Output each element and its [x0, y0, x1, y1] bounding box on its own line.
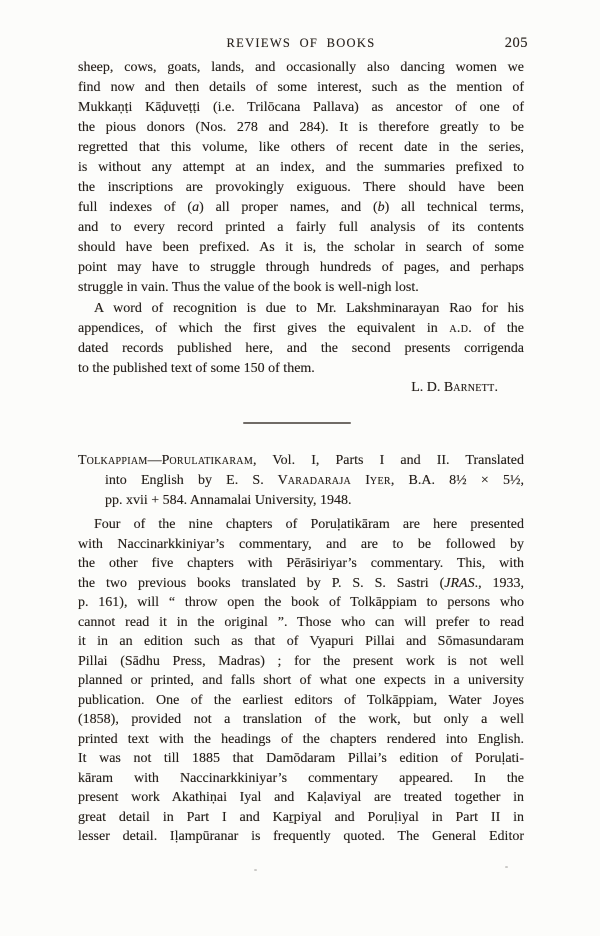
- text-line: Four of the nine chapters of Poruḷatikāram are here presented: [94, 517, 524, 532]
- text-line: it in an edition such as that of Vyapuri Pillai and Sōmasundaram: [78, 634, 524, 649]
- scan-speck: [254, 869, 257, 871]
- text-line: find now and then details of some interest, such as the mention of: [78, 80, 524, 95]
- section-divider-rule: [243, 422, 351, 424]
- text-line: (1858), provided not a translation of the work, but only a well: [78, 712, 524, 727]
- text-line: A word of recognition is due to Mr. Lakshminarayan Rao for his: [94, 301, 524, 316]
- text-line: printed text with the headings of the chapters rendered into English.: [78, 731, 524, 747]
- text-line: full indexes of (a) all proper names, and (b) all technical terms,: [78, 200, 524, 215]
- text-line: Mukkaṇṭi Kāḍuveṭṭi (i.e. Trilōcana Pallava) as ancestor of one of: [78, 100, 524, 115]
- reviewer-signature: L. D. Barnett.: [411, 380, 498, 395]
- text-line: and to every record printed a fairly full analysis of its contents: [78, 220, 524, 235]
- text-line: lesser detail. Iḷampūranar is frequently quoted. The General Editor: [78, 829, 524, 844]
- text-line: the pious donors (Nos. 278 and 284). It is therefore greatly to be: [78, 120, 524, 135]
- text-line: great detail in Part I and Kaṟpiyal and Poruḷiyal in Part II in: [78, 809, 524, 825]
- running-head-title: REVIEWS OF BOOKS: [226, 36, 376, 50]
- page-number: 205: [504, 35, 528, 51]
- text-line: into English by E. S. Varadaraja Iyer, B.A. 8½ × 5½,: [105, 473, 524, 488]
- text-line: point may have to struggle through hundreds of pages, and perhaps: [78, 260, 524, 275]
- text-line: p. 161), will “ throw open the book of Tolkāppiam to persons who: [78, 595, 524, 610]
- text-line: is without any attempt at an index, and the summaries prefixed to: [78, 160, 524, 175]
- text-line: the two previous books translated by P. S. S. Sastri (JRAS., 1933,: [78, 575, 524, 591]
- text-line: sheep, cows, goats, lands, and occasionally also dancing women we: [78, 60, 524, 75]
- review-heading: [78, 451, 524, 511]
- text-line: planned or printed, and falls short of what one expects in a university: [78, 673, 524, 688]
- text-line: present work Akathiṇai Iyal and Kaḷaviyal are treated together in: [78, 790, 524, 805]
- review-body-paragraph: [78, 515, 524, 847]
- text-line: to the published text of some 150 of them.: [78, 361, 315, 376]
- text-line: struggle in vain. Thus the value of the book is well-nigh lost.: [78, 280, 419, 295]
- text-line: It was not till 1885 that Damōdaram Pillai’s edition of Poruḷati-: [78, 751, 524, 766]
- scan-speck: [505, 866, 508, 868]
- text-line: appendices, of which the first gives the equivalent in a.d. of the: [78, 321, 524, 336]
- text-line: Tolkappiam—Porulatikaram, Vol. I, Parts I and II. Translated: [78, 453, 524, 468]
- text-line: dated records published here, and the second presents corrigenda: [78, 341, 524, 356]
- text-line: pp. xvii + 584. Annamalai University, 1948.: [105, 493, 352, 508]
- review-end-paragraph: [78, 58, 524, 298]
- text-line: kāram with Naccinarkkiniyar’s commentary appeared. In the: [78, 770, 524, 786]
- text-line: regretted that this volume, like others of recent date in the series,: [78, 140, 524, 155]
- text-line: with Naccinarkkiniyar’s commentary, and are to be followed by: [78, 536, 524, 552]
- running-head: [78, 35, 528, 52]
- text-line: should have been prefixed. As it is, the scholar in search of some: [78, 240, 524, 255]
- text-line: the inscriptions are provokingly exiguous. There should have been: [78, 180, 524, 195]
- text-line: cannot read it in the original ”. Those who can will prefer to read: [78, 614, 524, 630]
- text-line: publication. One of the earliest editors of Tolkāppiam, Water Joyes: [78, 692, 524, 708]
- text-line: Pillai (Sādhu Press, Madras) ; for the present work is not well: [78, 653, 524, 669]
- text-line: the other five chapters with Pērāsiriyar’s commentary. This, with: [78, 556, 524, 571]
- recognition-paragraph: [78, 299, 524, 379]
